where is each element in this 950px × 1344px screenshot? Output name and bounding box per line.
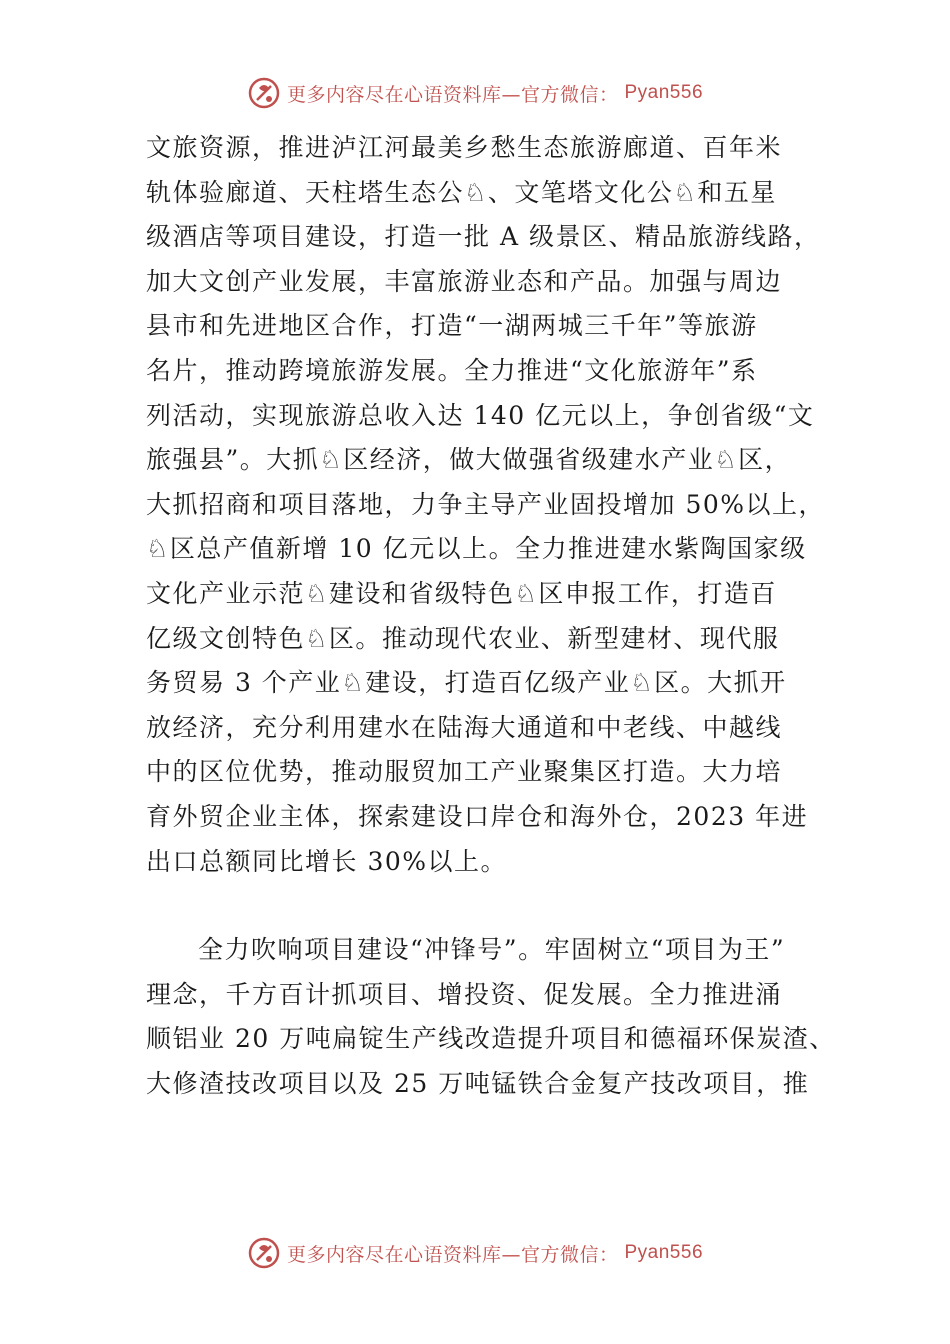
paragraph-1 bbox=[146, 126, 826, 884]
library-logo-icon bbox=[247, 76, 281, 110]
watermark-wechat-id: Pyan556 bbox=[624, 82, 704, 103]
watermark-wechat-id: Pyan556 bbox=[624, 1242, 704, 1263]
text-line: 全力吹响项目建设“冲锋号”。牢固树立“项目为王” bbox=[198, 935, 786, 965]
watermark-text: 更多内容尽在心语资料库—官方微信： bbox=[286, 83, 619, 106]
text-line: 县市和先进地区合作，打造“一湖两城三千年”等旅游 bbox=[146, 311, 758, 341]
text-line: 大抓招商和项目落地，力争主导产业固投增加 50%以上， bbox=[146, 489, 826, 519]
paragraph-spacer bbox=[146, 884, 826, 928]
text-line: 出口总额同比增长 30%以上。 bbox=[146, 846, 508, 876]
text-line: 理念，千方百计抓项目、增投资、促发展。全力推进涌 bbox=[146, 979, 783, 1009]
paragraph-2 bbox=[146, 928, 836, 1106]
text-line: 名片，推动跨境旅游发展。全力推进“文化旅游年”系 bbox=[146, 355, 758, 385]
text-line: 加大文创产业发展，丰富旅游业态和产品。加强与周边 bbox=[146, 266, 783, 296]
text-line: 育外贸企业主体，探索建设口岸仓和海外仓，2023 年进 bbox=[146, 801, 809, 831]
text-line: 列活动，实现旅游总收入达 140 亿元以上，争创省级“文 bbox=[146, 400, 815, 430]
text-line: 文旅资源，推进泸江河最美乡愁生态旅游廊道、百年米 bbox=[146, 133, 783, 162]
text-line: 亿级文创特色♘区。推动现代农业、新型建材、现代服 bbox=[146, 623, 780, 653]
document-body bbox=[146, 126, 836, 1106]
watermark-text: 更多内容尽在心语资料库—官方微信： bbox=[286, 1243, 619, 1266]
text-line: 级酒店等项目建设，打造一批 A 级景区、精品旅游线路， bbox=[146, 222, 821, 252]
text-line: 顺铝业 20 万吨扁锭生产线改造提升项目和德福环保炭渣、 bbox=[146, 1024, 836, 1054]
text-line: 放经济，充分利用建水在陆海大通道和中老线、中越线 bbox=[146, 712, 783, 742]
text-line: ♘区总产值新增 10 亿元以上。全力推进建水紫陶国家级 bbox=[146, 534, 807, 564]
text-line: 中的区位优势，推动服贸加工产业聚集区打造。大力培 bbox=[146, 757, 783, 787]
library-logo-icon bbox=[247, 1236, 281, 1270]
text-line: 旅强县”。大抓♘区经济，做大做强省级建水产业♘区， bbox=[146, 445, 792, 475]
text-line: 文化产业示范♘建设和省级特色♘区申报工作，打造百 bbox=[146, 578, 777, 608]
footer-watermark bbox=[0, 1236, 950, 1270]
text-line: 务贸易 3 个产业♘建设，打造百亿级产业♘区。大抓开 bbox=[146, 668, 787, 698]
text-line: 大修渣技改项目以及 25 万吨锰铁合金复产技改项目，推 bbox=[146, 1068, 810, 1098]
text-line: 轨体验廊道、天柱塔生态公♘、文笔塔文化公♘和五星 bbox=[146, 177, 777, 207]
header-watermark bbox=[0, 76, 950, 110]
